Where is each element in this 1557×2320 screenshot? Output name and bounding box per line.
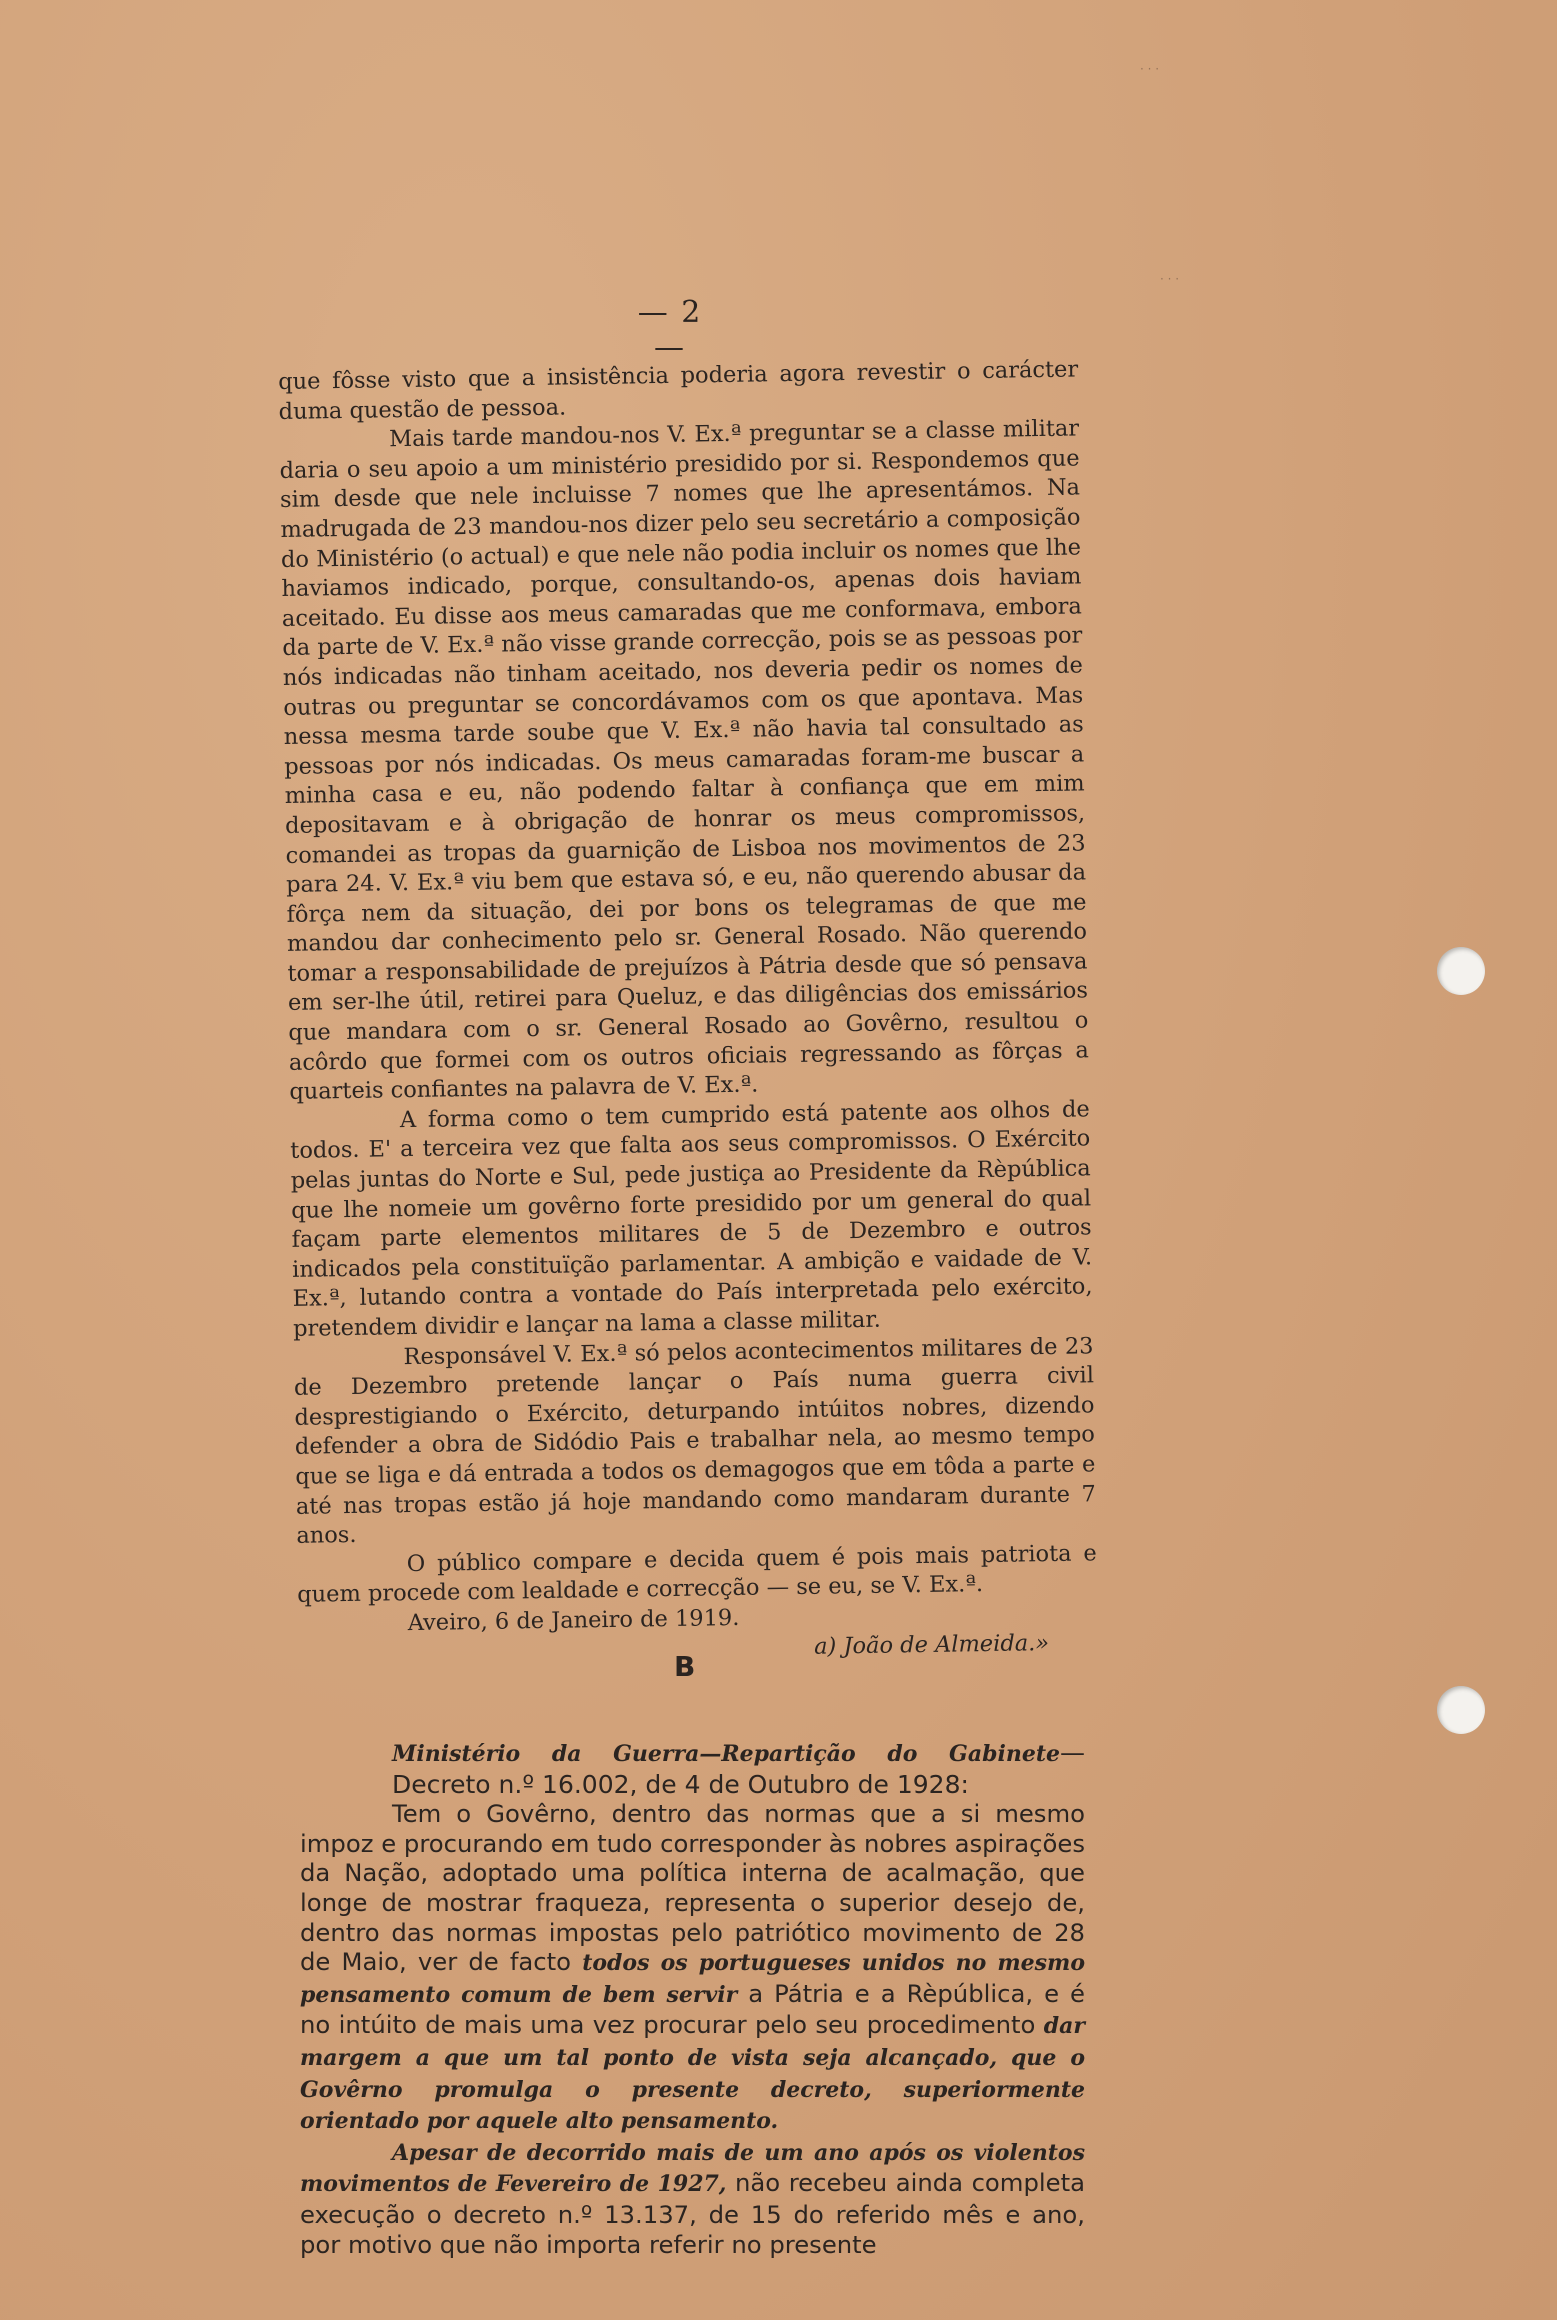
decree-paragraph bbox=[300, 1799, 1085, 2137]
decree-heading bbox=[300, 1738, 1085, 1799]
decree-text: Tem o Govêrno, dentro das normas que a si mesmo impoz e procurando em tudo corresponder às nobres aspirações da Nação, adoptado uma política interna de acalmação, que longe de mostrar fraqueza, representa o superior desejo de, dentro das normas impostas pelo patriótico movimento de 28 de Maio, ver de facto bbox=[300, 1799, 1085, 1977]
punch-hole-lower bbox=[1437, 1686, 1485, 1734]
decree-emphasis: Apesar de decorrido mais de um ano após os violentos movimentos de Fevereiro de 1927, bbox=[300, 2139, 1085, 2198]
decree-text: a Pátria e a Rèpública, e é no intúito de mais uma vez procurar pelo seu procedimento bbox=[300, 1978, 1085, 2040]
letter-place-date: Aveiro, 6 de Janeiro de 1919. bbox=[407, 1604, 740, 1637]
page-number: — 2 — bbox=[637, 295, 703, 365]
decree-paragraph bbox=[300, 2137, 1085, 2259]
letter-paragraph: Responsável V. Ex.ª só pelos acontecimentos militares de 23 de Dezembro pretende lançar o País numa guerra civil desprestigiando o Exército, deturpando intúitos nobres, dizendo defender a obra de Sidódio Pais e trabalhar nela, ao mesmo tempo que se liga e dá entrada a todos os demagogos que em tôda a parte e até nas tropas estão já hoje mandando como mandaram durante 7 anos. bbox=[293, 1332, 1096, 1550]
signature-prefix: a) bbox=[813, 1632, 837, 1660]
letter-paragraph: Mais tarde mandou-nos V. Ex.ª preguntar se a classe militar daria o seu apoio a um ministério presidido por si. Respondemos que sim desde que nele incluisse 7 nomes que lhe apresentámos. Na madrugada de 23 mandou-nos dizer pelo seu secretário a composição do Ministério (o actual) e que nele não podia incluir os nomes que lhe haviamos indicado, porque, consultando-os, apenas dois haviam aceitado. Eu disse aos meus camaradas que me conformava, embora da parte de V. Ex.ª não visse grande correcção, pois se as pessoas por nós indicadas não tinham aceitado, nos deveria pedir os nomes de outras ou preguntar se concordávamos com os que apontava. Mas nessa mesma tarde soube que V. Ex.ª não havia tal consultado as pessoas por nós indicadas. Os meus camaradas foram-me buscar a minha casa e eu, não podendo faltar à confiança que em mim depositavam e à obrigação de honrar os meus compromissos, comandei as tropas da guarnição de Lisboa nos movimentos de 23 para 24. V. Ex.ª viu bem que estava só, e eu, não querendo abusar da fôrça nem da situação, dei por bons os telegramas de que me mandou dar conhecimento pelo sr. General Rosado. Não querendo tomar a responsabilidade de prejuízos à Pátria desde que só pensava em ser-lhe útil, retirei para Queluz, e das diligências dos emissários que mandara com o sr. General Rosado ao Govêrno, resultou o acôrdo que formei com os outros oficiais regressando as fôrças a quarteis confiantes na palavra de V. Ex.ª. bbox=[279, 415, 1090, 1106]
letter-paragraph: O público compare e decida quem é pois mais patriota e quem procede com lealdade e correcção — se eu, se V. Ex.ª. bbox=[297, 1540, 1097, 1609]
decree-emphasis: todos os portugueses unidos no mesmo pensamento comum de bem servir bbox=[300, 1950, 1085, 2008]
decree-emphasis: dar margem a que um tal ponto de vista seja alcançado, que o Govêrno promulga o presente decreto, superiormente orientado por aquele alto pensamento. bbox=[300, 2013, 1085, 2135]
letter-body bbox=[278, 355, 1098, 1670]
decree-text: não recebeu ainda completa execução o decreto n.º 13.137, de 15 do referido mês e ano, por motivo que não importa referir no presente bbox=[300, 2168, 1085, 2259]
punch-hole-upper bbox=[1437, 947, 1485, 995]
section-letter: B bbox=[674, 1650, 696, 1683]
decree-body bbox=[300, 1738, 1085, 2259]
archive-stamp-mark: · · · bbox=[1140, 62, 1160, 76]
letter-paragraph: A forma como o tem cumprido está patente aos olhos de todos. E' a terceira vez que falta aos seus compromissos. O Exército pelas juntas do Norte e Sul, pede justiça ao Presidente da Rèpública que lhe nomeie um govêrno forte presidido por um general do qual façam parte elementos militares de 5 de Dezembro e outros indicados pela constituïção parlamentar. A ambição e vaidade de V. Ex.ª, lutando contra a vontade do País interpretada pelo exército, pretendem dividir e lançar na lama a classe militar. bbox=[290, 1096, 1093, 1342]
letter-paragraph: que fôsse visto que a insistência poderia agora revestir o carácter duma questão de pessoa. bbox=[278, 356, 1079, 425]
decree-heading-number: —Decreto n.º 16.002, de 4 de Outubro de 1928: bbox=[392, 1738, 1085, 1799]
signature-name: João de Almeida.» bbox=[843, 1629, 1050, 1659]
margin-smudge-mark: · · · bbox=[1160, 272, 1180, 286]
decree-heading-ministry: Ministério da Guerra—Repartição do Gabinete bbox=[392, 1741, 1060, 1767]
